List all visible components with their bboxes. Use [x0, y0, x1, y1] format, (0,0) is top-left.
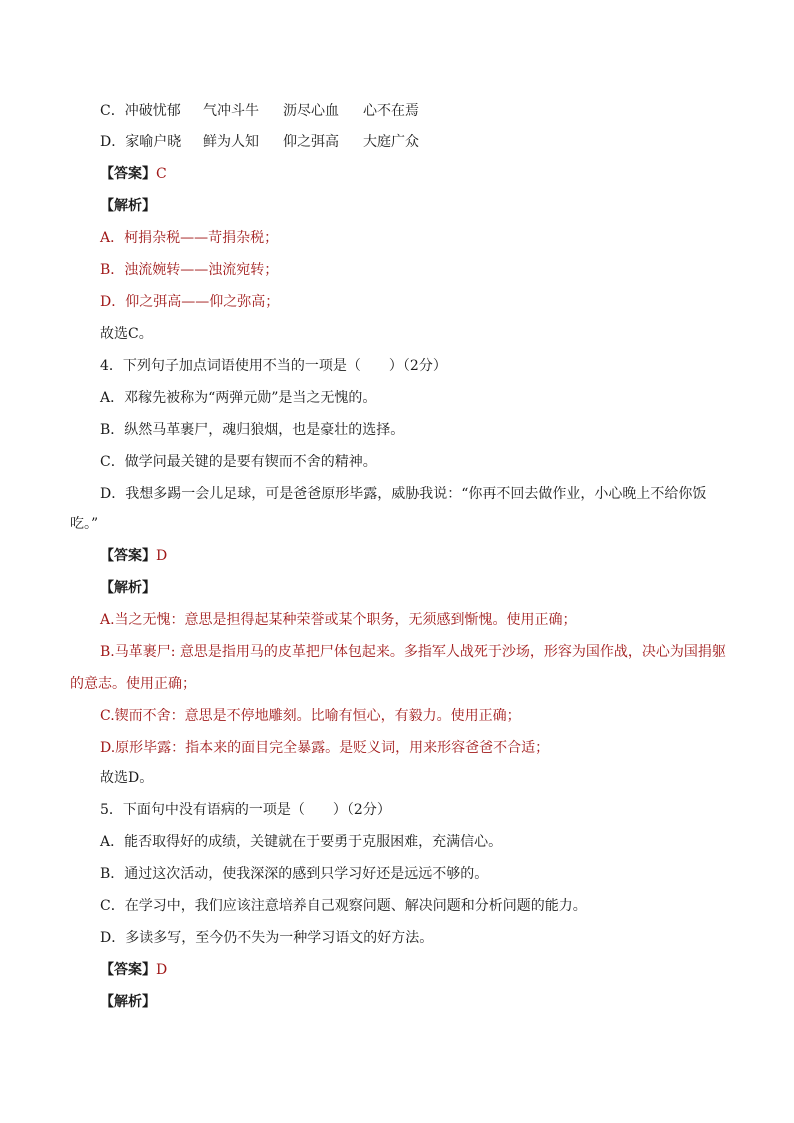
- q5-option-b: B．通过这次活动，使我深深的感到只学习好还是远远不够的。: [100, 866, 489, 882]
- q3-option-d-word3: 仰之弭高: [283, 134, 339, 150]
- answer-tag: 【答案】: [100, 548, 156, 564]
- q3-option-c: [100, 101, 419, 121]
- q3-answer: [100, 164, 167, 184]
- answer-value: C: [156, 166, 167, 182]
- q5-option-d: D．多读多写，至今仍不失为一种学习语文的好方法。: [100, 930, 434, 946]
- q4-analysis-c: C.锲而不舍：意思是不停地雕刻。比喻有恒心，有毅力。使用正确；: [100, 708, 521, 724]
- q4-option-c: C．做学问最关键的是要有锲而不舍的精神。: [100, 454, 377, 470]
- q4-conclusion: 故选D。: [100, 770, 154, 786]
- q4-option-a: A．邓稼先被称为“两弹元勋”是当之无愧的。: [100, 390, 377, 406]
- answer-tag: 【答案】: [100, 962, 156, 978]
- q3-option-c-word4: 心不在焉: [363, 103, 419, 119]
- q3-analysis-line: B．浊流婉转——浊流宛转；: [100, 262, 279, 278]
- q3-option-d-word2: 鲜为人知: [203, 134, 259, 150]
- q4-option-b: B．纵然马革裹尸，魂归狼烟，也是豪壮的选择。: [100, 422, 405, 438]
- q4-analysis-b-line1: B.马革裹尸: 意思是指用马的皮革把尸体包起来。多指军人战死于沙场，形容为国作战，决心为国捐躯: [100, 644, 726, 660]
- q5-stem: 5．下面句中没有语病的一项是（ ）（2分）: [100, 802, 391, 818]
- q3-analysis-tag: 【解析】: [100, 198, 156, 214]
- q3-option-d: [100, 132, 419, 152]
- q3-conclusion: 故选C。: [100, 326, 153, 342]
- q3-option-d-word4: 大庭广众: [363, 134, 419, 150]
- q4-stem: 4．下列句子加点词语使用不当的一项是（ ）（2分）: [100, 358, 447, 374]
- q4-analysis-tag: 【解析】: [100, 580, 156, 596]
- q3-option-d-label: D．家喻户晓: [100, 134, 182, 150]
- q4-analysis-d: D.原形毕露：指本来的面目完全暴露。是贬义词，用来形容爸爸不合适；: [100, 740, 550, 756]
- q3-option-c-label: C．冲破忧郁: [100, 103, 181, 119]
- answer-value: D: [156, 548, 168, 564]
- q3-option-c-word3: 沥尽心血: [283, 103, 339, 119]
- q4-analysis-a: A.当之无愧：意思是担得起某种荣誉或某个职务，无须感到惭愧。使用正确；: [100, 612, 577, 628]
- q3-analysis-line: D．仰之弭高——仰之弥高；: [100, 294, 280, 310]
- q3-analysis-line: A．柯捐杂税——苛捐杂税；: [100, 230, 279, 246]
- q5-option-c: C．在学习中，我们应该注意培养自己观察问题、解决问题和分析问题的能力。: [100, 898, 587, 914]
- q3-option-c-word2: 气冲斗牛: [203, 103, 259, 119]
- q5-option-a: A．能否取得好的成绩，关键就在于要勇于克服困难，充满信心。: [100, 834, 503, 850]
- answer-tag: 【答案】: [100, 166, 156, 182]
- q4-analysis-b-line2: 的意志。使用正确；: [70, 676, 196, 692]
- q4-option-d-line2: 吃。”: [70, 516, 99, 532]
- q5-analysis-tag: 【解析】: [100, 994, 156, 1010]
- answer-value: D: [156, 962, 168, 978]
- q4-option-d-line1: D．我想多踢一会儿足球，可是爸爸原形毕露，威胁我说：“你再不回去做作业，小心晚上不给你饭: [100, 486, 707, 502]
- q5-answer: [100, 960, 167, 980]
- q4-answer: [100, 546, 167, 566]
